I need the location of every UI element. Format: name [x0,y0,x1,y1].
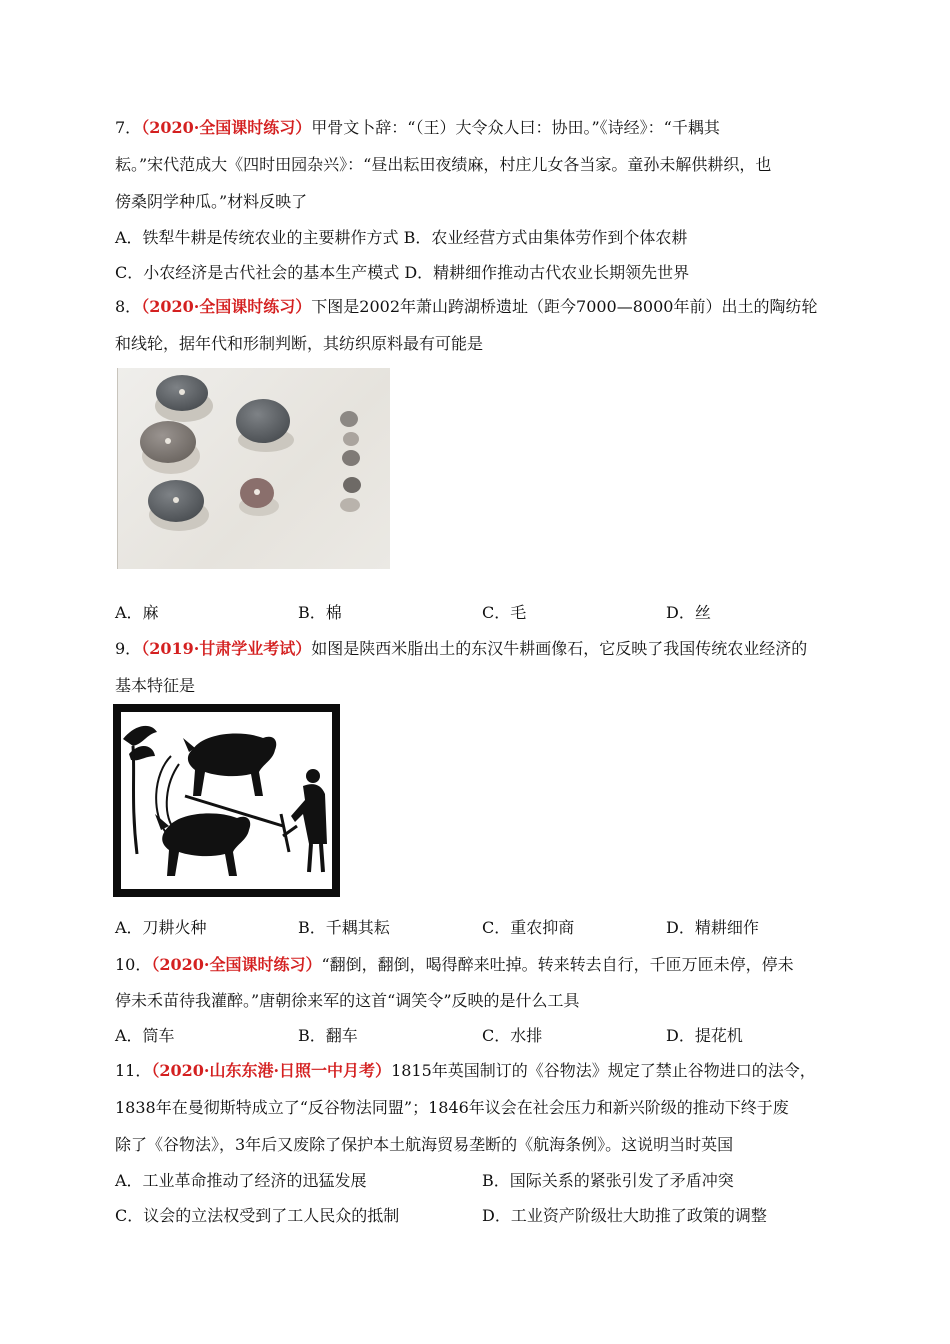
spindle-whorls-photo [117,368,390,569]
question-9-option-a: A．刀耕火种 [115,918,207,937]
question-source: （2020·全国课时练习） [141,118,312,137]
question-8-option-c: C．毛 [482,603,527,622]
question-stem: 如图是陕西米脂出土的东汉牛耕画像石，它反映了我国传统农业经济的 [311,639,808,658]
question-7-line-3: 傍桑阴学种瓜。”材料反映了 [115,192,308,211]
question-10-line-2: 停未禾苗待我灌醉。”唐朝徐来军的这首“调笑令”反映的是什么工具 [115,991,580,1010]
question-9-line-2: 基本特征是 [115,676,196,695]
question-7-options-row-1: A．铁犁牛耕是传统农业的主要耕作方式 B．农业经营方式由集体劳作到个体农耕 [115,228,688,247]
question-stem: 下图是2002年萧山跨湖桥遗址（距今7000—8000年前）出土的陶纺轮 [311,297,818,316]
question-number: 7． [115,118,142,137]
question-source: （2020·全国课时练习） [141,297,312,316]
question-source: （2019·甘肃学业考试） [141,639,312,658]
question-11-option-c: C．议会的立法权受到了工人民众的抵制 [115,1206,400,1225]
question-9-option-d: D．精耕细作 [666,918,759,937]
ox-plowing-illustration [113,704,340,897]
question-11-option-a: A．工业革命推动了经济的迅猛发展 [115,1171,367,1190]
question-11-option-b: B．国际关系的紧张引发了矛盾冲突 [482,1171,734,1190]
question-7-options-row-2: C．小农经济是古代社会的基本生产模式 D．精耕细作推动古代农业长期领先世界 [115,263,690,282]
question-9-option-c: C．重农抑商 [482,918,575,937]
question-11-option-d: D．工业资产阶级壮大助推了政策的调整 [482,1206,767,1225]
question-10-line-1 [115,955,794,975]
question-number: 8． [115,297,142,316]
question-10-option-b: B．翻车 [298,1026,358,1045]
question-8-option-d: D．丝 [666,603,711,622]
question-number: 10． [115,955,152,974]
question-stem: “翻倒，翻倒，喝得醉来吐掉。转来转去自行，千匝万匝未停，停未 [321,955,794,974]
question-10-option-d: D．提花机 [666,1026,743,1045]
question-stem: 1815年英国制订的《谷物法》规定了禁止谷物进口的法令， [391,1061,816,1080]
spindle-whorls-illustration [118,368,390,569]
question-11-line-3: 除了《谷物法》，3年后又废除了保护本土航海贸易垄断的《航海条例》。这说明当时英国 [115,1135,734,1154]
question-9-option-b: B．千耦其耘 [298,918,390,937]
question-number: 9． [115,639,142,658]
question-source: （2020·全国课时练习） [151,955,322,974]
question-8-option-a: A．麻 [115,603,159,622]
question-stem: 甲骨文卜辞：“（王）大令众人曰：协田。”《诗经》：“千耦其 [311,118,720,137]
question-10-option-c: C．水排 [482,1026,543,1045]
question-source: （2020·山东东港·日照一中月考） [151,1061,392,1080]
question-8-line-2: 和线轮，据年代和形制判断，其纺织原料最有可能是 [115,334,484,353]
question-9-line-1 [115,639,807,659]
question-8-line-1 [115,297,817,317]
question-8-option-b: B．棉 [298,603,342,622]
question-7-line-1 [115,118,720,138]
question-10-option-a: A．筒车 [115,1026,175,1045]
question-11-line-2: 1838年在曼彻斯特成立了“反谷物法同盟”；1846年议会在社会压力和新兴阶级的推动下终于废 [115,1098,789,1117]
ox-plowing-stone-relief [113,704,340,897]
question-7-line-2: 耘。”宋代范成大《四时田园杂兴》：“昼出耘田夜绩麻，村庄儿女各当家。童孙未解供耕织，也 [115,155,772,174]
question-11-line-1 [115,1061,816,1081]
question-number: 11． [115,1061,152,1080]
